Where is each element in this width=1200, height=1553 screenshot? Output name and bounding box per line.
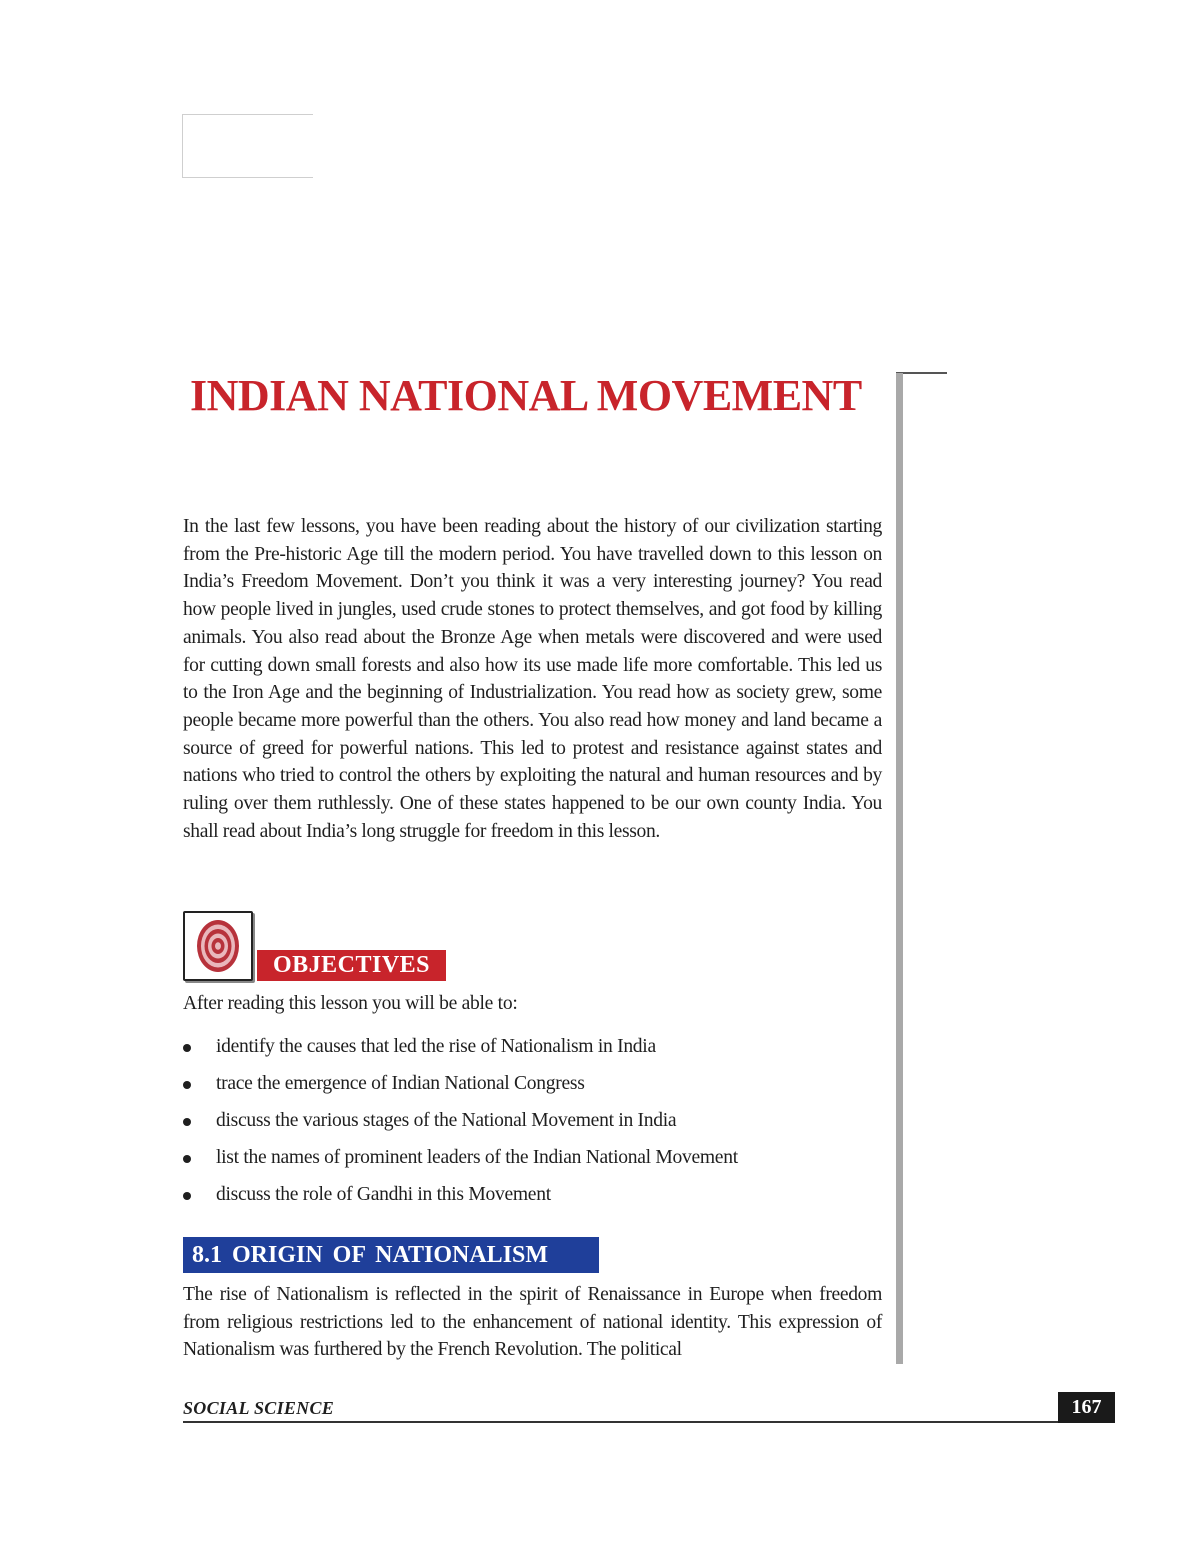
page-number: 167 xyxy=(1058,1392,1115,1423)
margin-rule-top xyxy=(896,372,947,374)
bullet-icon xyxy=(183,1118,191,1126)
corner-frame xyxy=(182,114,313,178)
objectives-label: OBJECTIVES xyxy=(257,950,446,981)
target-icon xyxy=(183,911,253,981)
intro-paragraph: In the last few lessons, you have been reading about the history of our civilization starting from the Pre-historic Age till the modern period. You have travelled down to this lesson on India’s Freedom Movement. Don’t you think it was a very interesting journey? You read how people lived in jungles, used crude stones to protect themselves, and got food by killing animals. You also read about the Bronze Age when metals were discovered and were used for cutting down small forests and also how its use made life more comfortable. This led us to the Iron Age and the beginning of Industrialization. You read how as society grew, some people became more powerful than the others. You also read how money and land became a source of greed for powerful nations. This led to protest and resistance against states and nations who tried to control the others by exploiting the natural and human resources and by ruling over them ruthlessly. One of these states happened to be our own county India. You shall read about India’s long struggle for freedom in this lesson. xyxy=(183,516,882,842)
section-paragraph: The rise of Nationalism is reflected in the spirit of Renaissance in Europe when freedom from religious restrictions led to the enhancement of national identity. This expression of Nationalism was furthered by the French Revolution. The political xyxy=(183,1284,882,1361)
objectives-lead: After reading this lesson you will be able to: xyxy=(183,993,518,1014)
margin-bar xyxy=(896,373,903,1364)
list-item: trace the emergence of Indian National Congress xyxy=(183,1070,738,1107)
footer-subject: SOCIAL SCIENCE xyxy=(183,1398,335,1418)
list-item: identify the causes that led the rise of Nationalism in India xyxy=(183,1033,738,1070)
objectives-list xyxy=(183,1033,738,1218)
bullet-icon xyxy=(183,1155,191,1163)
bullet-icon xyxy=(183,1044,191,1052)
footer-rule xyxy=(183,1421,1115,1423)
bullet-icon xyxy=(183,1081,191,1089)
list-item: list the names of prominent leaders of the Indian National Movement xyxy=(183,1144,738,1181)
bullet-icon xyxy=(183,1192,191,1200)
list-item: discuss the various stages of the National Movement in India xyxy=(183,1107,738,1144)
lesson-title: INDIAN NATIONAL MOVEMENT xyxy=(190,371,862,420)
section-heading: 8.1 ORIGIN OF NATIONALISM xyxy=(183,1237,599,1273)
list-item: discuss the role of Gandhi in this Movement xyxy=(183,1181,738,1218)
